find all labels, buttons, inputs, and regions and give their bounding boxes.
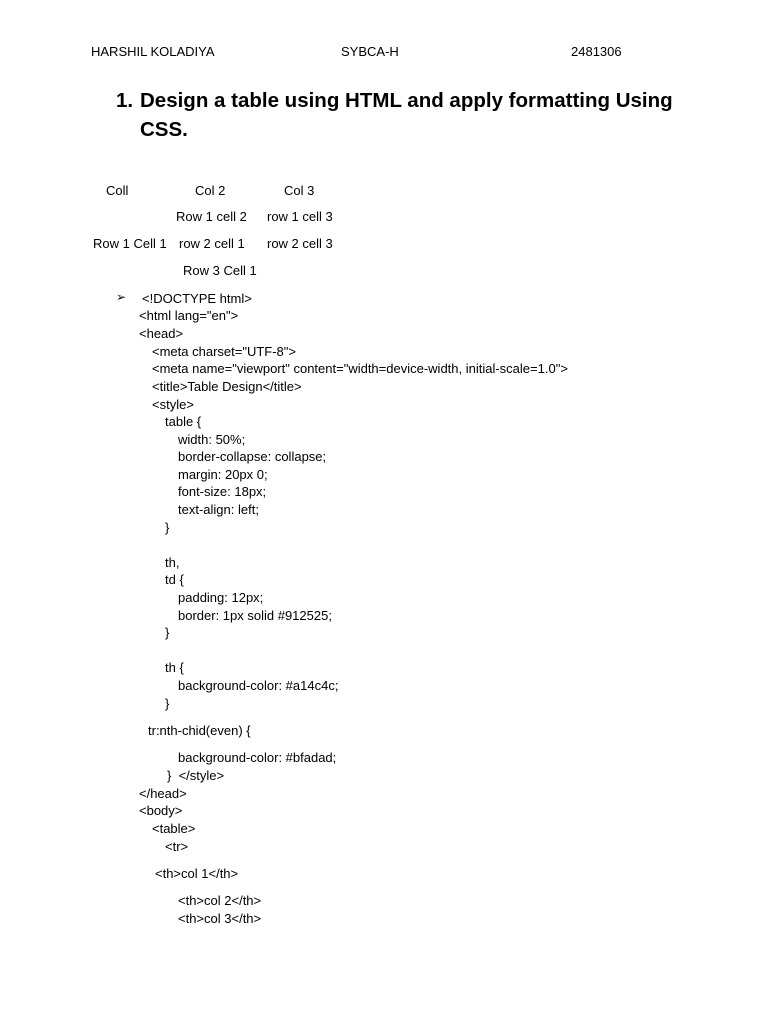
code-line: <th>col 3</th> — [178, 911, 262, 926]
code-line: margin: 20px 0; — [178, 467, 268, 482]
code-line: } </style> — [167, 768, 225, 783]
code-line: <meta name="viewport" content="width=device-width, initial-scale=1.0"> — [152, 361, 568, 376]
code-line: <th>col 2</th> — [178, 893, 262, 908]
table-header-cell: Col 2 — [195, 183, 226, 198]
code-line: td { — [165, 572, 184, 587]
code-line: font-size: 18px; — [178, 484, 267, 499]
code-line: background-color: #a14c4c; — [178, 678, 339, 693]
code-line: } — [165, 696, 170, 711]
code-line: <head> — [139, 326, 184, 341]
class-label: SYBCA-H — [341, 44, 399, 59]
code-line: border: 1px solid #912525; — [178, 608, 332, 623]
table-cell: Row 1 Cell 1 — [93, 236, 167, 251]
code-line: text-align: left; — [178, 502, 259, 517]
code-line: <title>Table Design</title> — [152, 379, 302, 394]
code-line: <th>col 1</th> — [155, 866, 239, 881]
code-line: } — [165, 520, 170, 535]
code-line: } — [165, 625, 170, 640]
table-cell: row 2 cell 1 — [179, 236, 245, 251]
code-line: table { — [165, 414, 202, 429]
code-line: border-collapse: collapse; — [178, 449, 327, 464]
question-title — [116, 86, 706, 144]
table-cell: Row 1 cell 2 — [176, 209, 247, 224]
code-line: th { — [165, 660, 184, 675]
code-line: <!DOCTYPE html> — [142, 291, 252, 306]
student-name: HARSHIL KOLADIYA — [91, 44, 215, 59]
arrow-bullet-icon: ➢ — [116, 290, 127, 304]
code-line: </head> — [139, 786, 187, 801]
table-header-cell: Col 3 — [284, 183, 315, 198]
code-line: background-color: #bfadad; — [178, 750, 337, 765]
code-line: <body> — [139, 803, 183, 818]
code-line: <style> — [152, 397, 194, 412]
code-line: <meta charset="UTF-8"> — [152, 344, 296, 359]
table-cell: row 2 cell 3 — [267, 236, 333, 251]
code-line: <table> — [152, 821, 196, 836]
code-line: <html lang="en"> — [139, 308, 239, 323]
code-line: width: 50%; — [178, 432, 246, 447]
question-number: 1. — [116, 89, 134, 112]
code-line: tr:nth-chid(even) { — [148, 723, 251, 738]
table-header-cell: Coll — [106, 183, 129, 198]
code-line: padding: 12px; — [178, 590, 264, 605]
code-line: <tr> — [165, 839, 189, 854]
question-text: Design a table using HTML and apply formatting Using CSS. — [140, 89, 673, 141]
student-id: 2481306 — [571, 44, 622, 59]
code-line: th, — [165, 555, 180, 570]
table-cell: Row 3 Cell 1 — [183, 263, 257, 278]
table-cell: row 1 cell 3 — [267, 209, 333, 224]
